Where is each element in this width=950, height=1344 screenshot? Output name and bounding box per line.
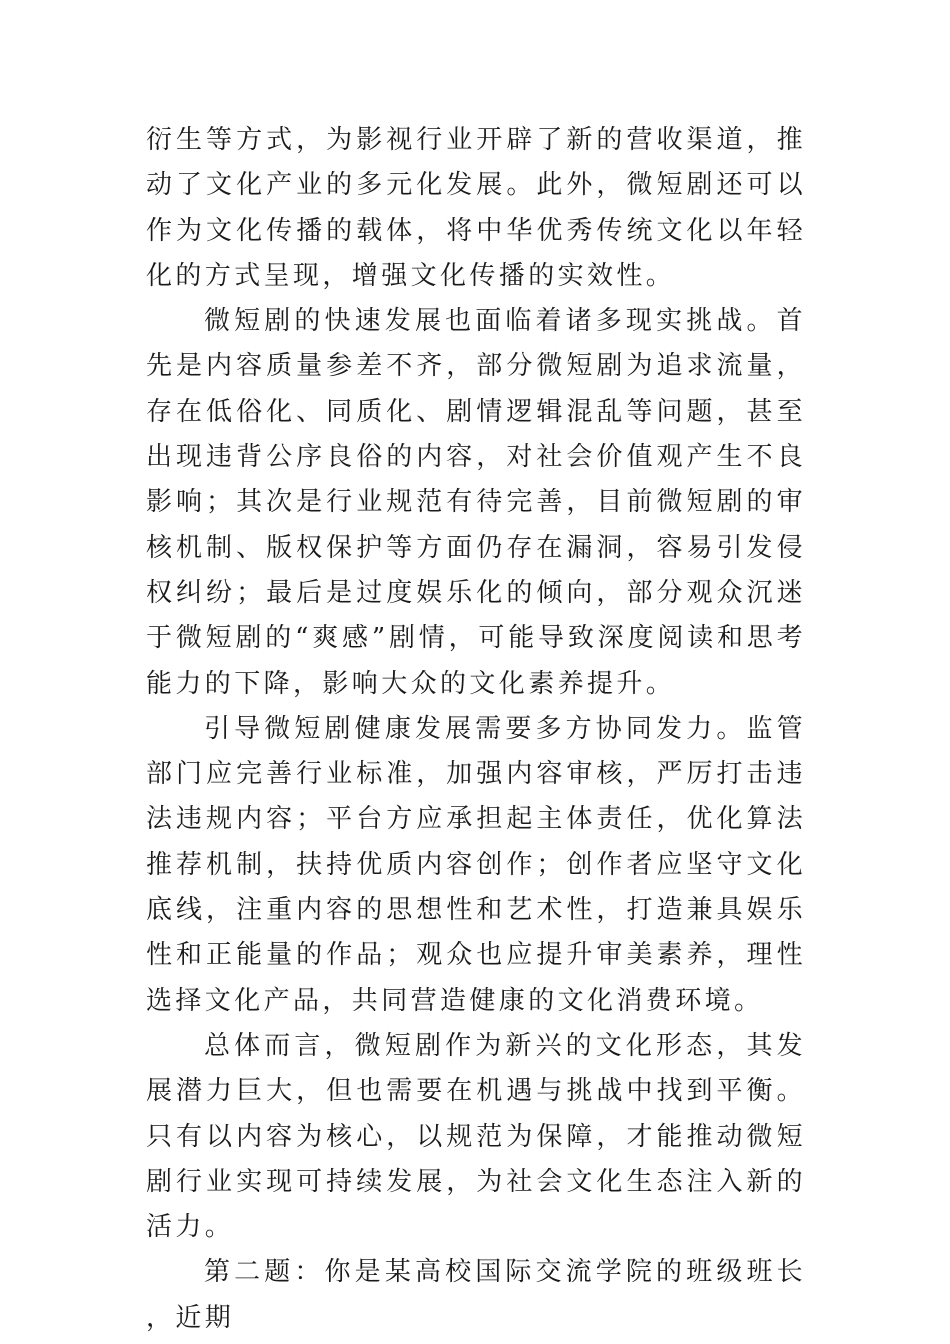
- paragraph: 总体而言，微短剧作为新兴的文化形态，其发展潜力巨大，但也需要在机遇与挑战中找到平衡。只有以内容为核心，以规范为保障，才能推动微短剧行业实现可持续发展，为社会文化生态注入新的活力。: [146, 1030, 806, 1243]
- document-body: [146, 118, 806, 1341]
- paragraph: 微短剧的快速发展也面临着诸多现实挑战。首先是内容质量参差不齐，部分微短剧为追求流量，存在低俗化、同质化、剧情逻辑混乱等问题，甚至出现违背公序良俗的内容，对社会价值观产生不良影响；其次是行业规范有待完善，目前微短剧的审核机制、版权保护等方面仍存在漏洞，容易引发侵权纠纷；最后是过度娱乐化的倾向，部分观众沉迷于微短剧的“爽感”剧情，可能导致深度阅读和思考能力的下降，影响大众的文化素养提升。: [146, 306, 806, 699]
- paragraph: 引导微短剧健康发展需要多方协同发力。监管部门应完善行业标准，加强内容审核，严厉打击违法违规内容；平台方应承担起主体责任，优化算法推荐机制，扶持优质内容创作；创作者应坚守文化底线，注重内容的思想性和艺术性，打造兼具娱乐性和正能量的作品；观众也应提升审美素养，理性选择文化产品，共同营造健康的文化消费环境。: [146, 713, 806, 1016]
- paragraph: 衍生等方式，为影视行业开辟了新的营收渠道，推动了文化产业的多元化发展。此外，微短剧还可以作为文化传播的载体，将中华优秀传统文化以年轻化的方式呈现，增强文化传播的实效性。: [146, 125, 806, 291]
- paragraph: 第二题：你是某高校国际交流学院的班级班长，近期: [146, 1257, 806, 1333]
